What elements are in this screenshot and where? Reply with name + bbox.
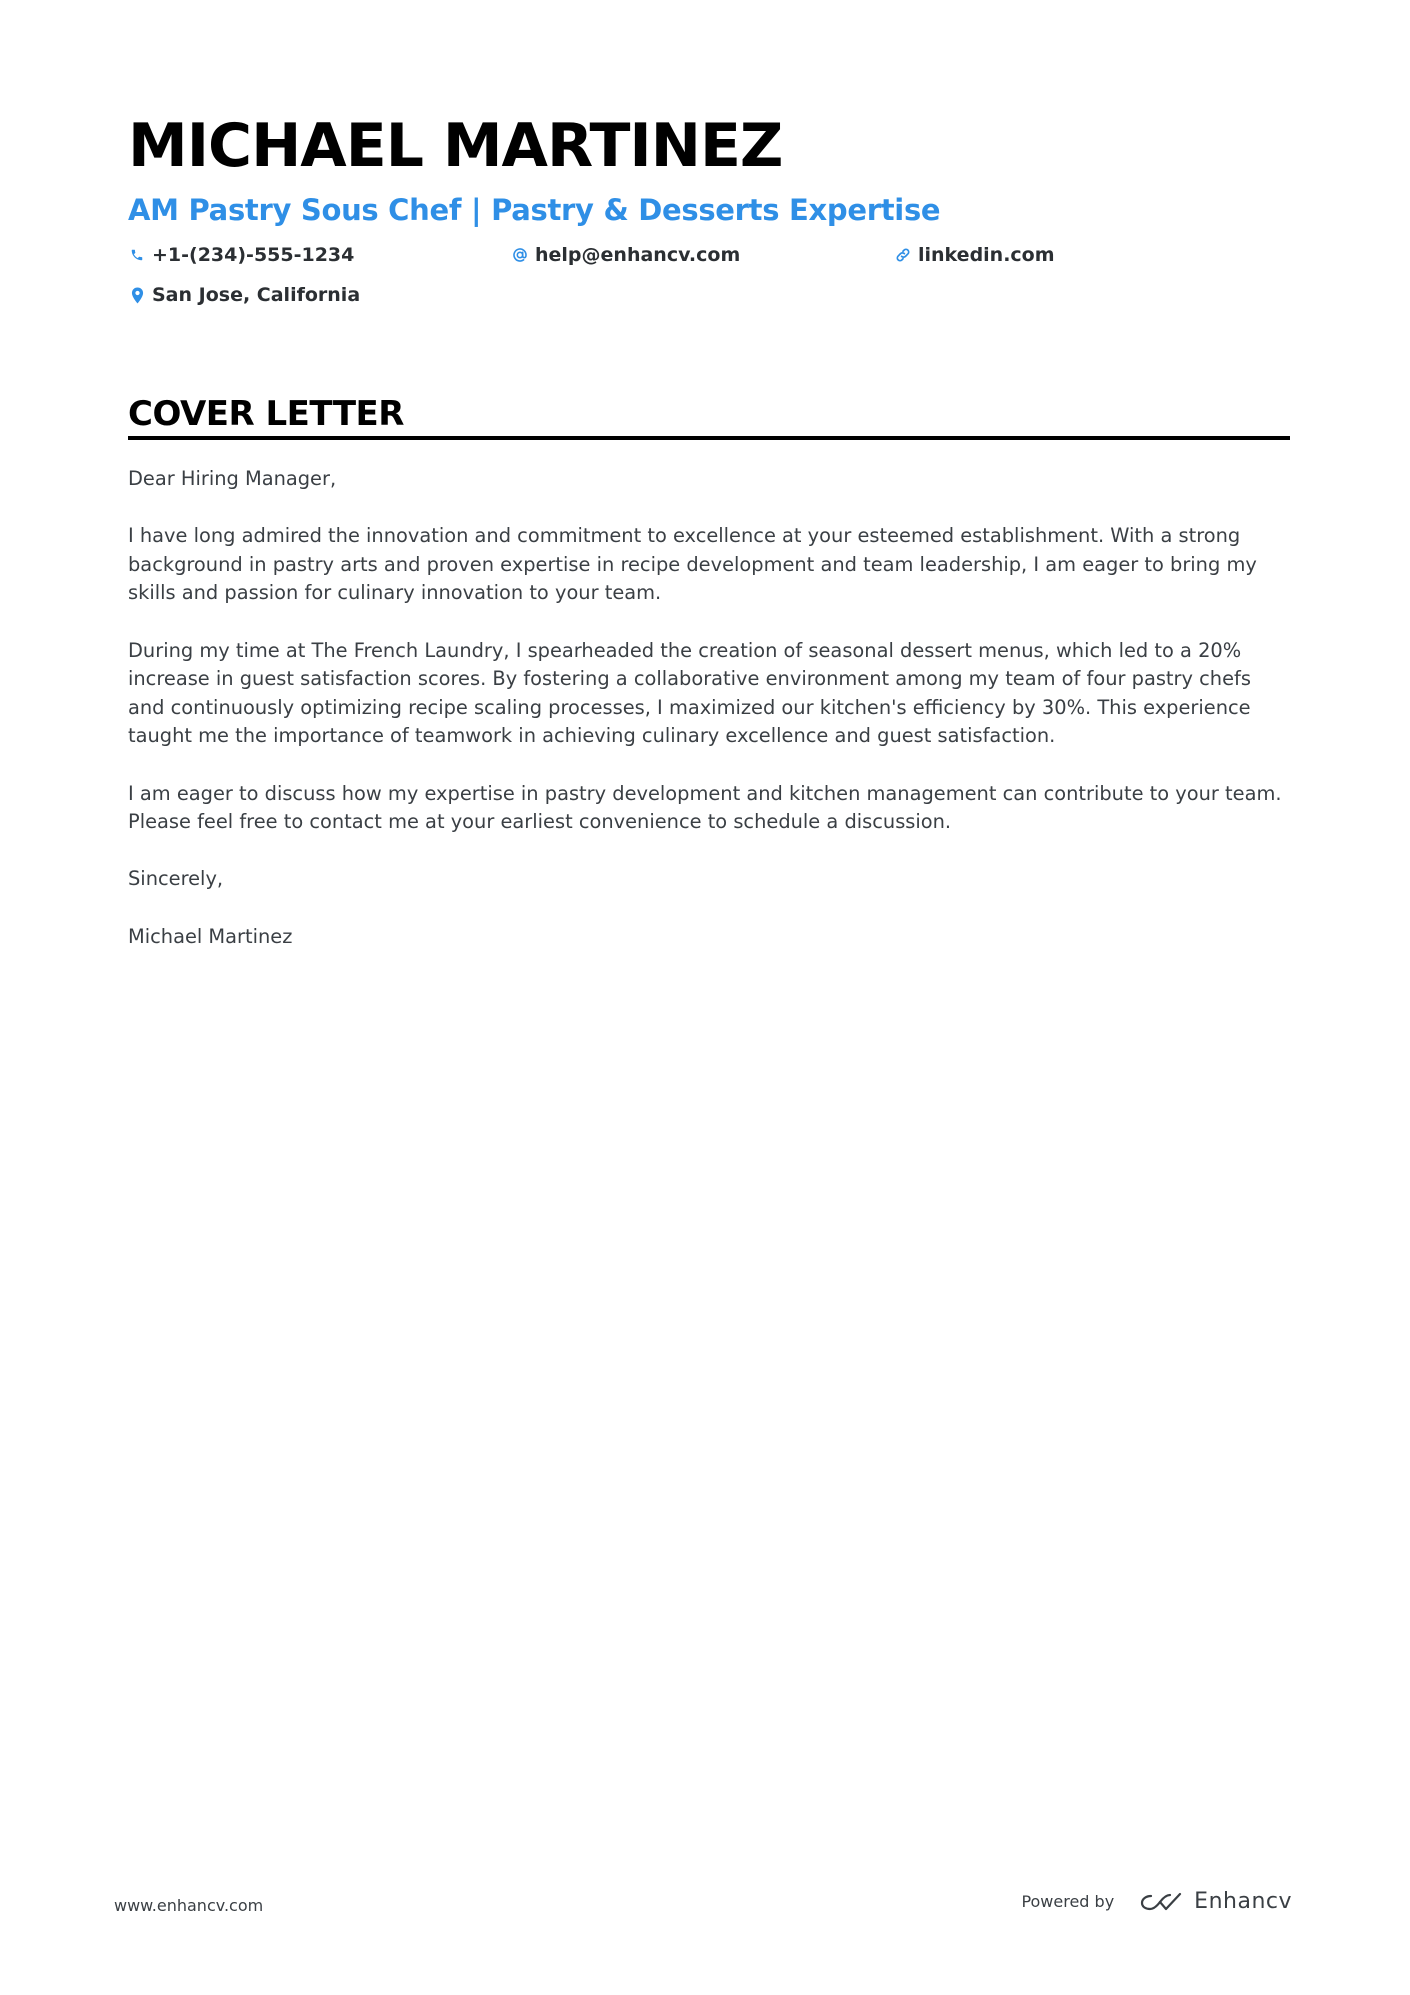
footer-branding bbox=[1021, 1887, 1292, 1917]
section-title: COVER LETTER bbox=[128, 394, 404, 434]
letter-paragraph: I am eager to discuss how my expertise in pastry development and kitchen management can contribute to your team. Please feel free to contact me at your earliest convenience to schedule a discussion. bbox=[128, 781, 1282, 834]
email-text[interactable]: help@enhancv.com bbox=[535, 244, 741, 266]
contact-phone bbox=[128, 242, 354, 268]
letter-paragraph: During my time at The French Laundry, I spearheaded the creation of seasonal dessert menus, which led to a 20% increase in guest satisfaction scores. By fostering a collaborative environment among my team of four pastry chefs and continuously optimizing recipe scaling processes, I maximized our kitchen's efficiency by 30%. This experience taught me the importance of teamwork in achieving culinary excellence and guest satisfaction. bbox=[128, 638, 1251, 748]
contact-email[interactable] bbox=[511, 242, 740, 268]
candidate-name: MICHAEL MARTINEZ bbox=[128, 111, 783, 181]
section-divider bbox=[128, 436, 1290, 440]
link-icon bbox=[894, 246, 912, 264]
brand-name: Enhancv bbox=[1194, 1889, 1292, 1914]
header bbox=[128, 108, 1290, 322]
letter-body bbox=[128, 465, 1290, 951]
contact-location bbox=[128, 282, 360, 308]
at-sign-icon bbox=[511, 246, 529, 264]
map-pin-icon bbox=[128, 286, 146, 304]
letter-closing: Sincerely, bbox=[128, 867, 224, 891]
phone-icon bbox=[128, 246, 146, 264]
phone-text: +1-(234)-555-1234 bbox=[152, 244, 355, 266]
footer-website[interactable]: www.enhancv.com bbox=[114, 1896, 264, 1915]
contact-website[interactable] bbox=[894, 242, 1055, 268]
powered-by-text: Powered by bbox=[1021, 1892, 1115, 1911]
cover-letter-section bbox=[128, 392, 1290, 980]
location-text: San Jose, California bbox=[152, 284, 361, 306]
letter-signature: Michael Martinez bbox=[128, 924, 293, 948]
website-text[interactable]: linkedin.com bbox=[918, 244, 1055, 266]
letter-paragraph: I have long admired the innovation and commitment to excellence at your esteemed establishment. With a strong background in pastry arts and proven expertise in recipe development and team leadership, I am eager to bring my skills and passion for culinary innovation to your team. bbox=[128, 524, 1257, 605]
enhancv-logo-icon bbox=[1138, 1890, 1184, 1914]
candidate-title: AM Pastry Sous Chef | Pastry & Desserts Expertise bbox=[128, 193, 941, 227]
letter-greeting: Dear Hiring Manager, bbox=[128, 467, 337, 490]
contact-info bbox=[128, 242, 1290, 322]
